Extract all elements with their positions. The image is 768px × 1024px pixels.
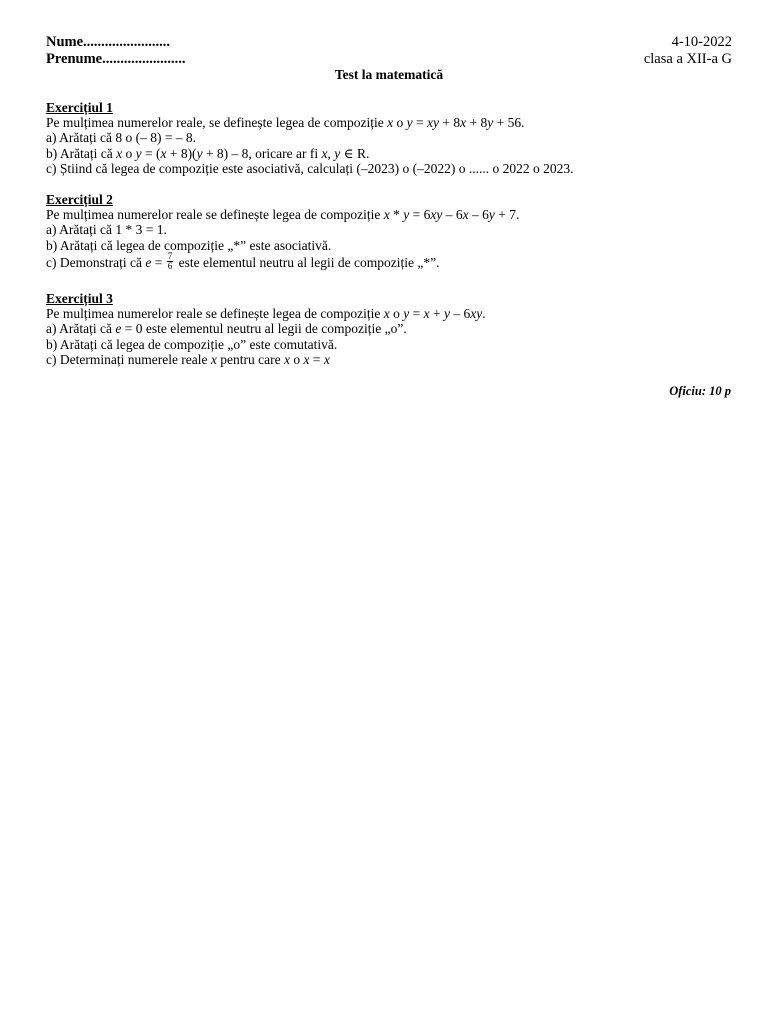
text: c) Determinați numerele reale	[46, 351, 211, 367]
text: .	[482, 306, 486, 322]
page-title: Test la matematică	[334, 67, 444, 82]
exercise-2-heading: Exercițiul 2	[46, 192, 113, 207]
var-x: x	[323, 351, 330, 367]
text: b) Arătați că	[46, 145, 117, 161]
text: ,	[327, 145, 335, 161]
header-row-1	[46, 34, 732, 51]
exercise-1-heading: Exercițiul 1	[46, 100, 113, 115]
exercise-2-part-c	[46, 251, 736, 272]
exercise-1	[46, 100, 736, 176]
var-e: e	[145, 254, 152, 270]
var-x: x	[321, 145, 328, 161]
var-y: y	[443, 306, 450, 322]
exercise-1-part-c: c) Știind că legea de compoziție este asociativă, calculați (–2023) o (–2022) o ...... o 2022 o 2023.	[46, 160, 574, 176]
exercise-3-heading: Exercițiul 3	[46, 291, 113, 306]
text: a) Arătați că	[46, 321, 116, 337]
text: Pe mulțimea numerelor reale se definește legea de compoziție	[46, 207, 384, 223]
var-x: x	[423, 306, 430, 322]
var-y: y	[135, 145, 142, 161]
text: + 8) – 8, oricare ar fi	[202, 145, 322, 161]
text: c) Demonstrați că	[46, 254, 146, 270]
text: o	[389, 306, 404, 322]
fraction	[167, 252, 174, 271]
exercise-1-part-b	[46, 146, 736, 161]
test-date: 4-10-2022	[671, 34, 732, 50]
exercise-2-intro	[46, 207, 736, 222]
var-xy: xy	[470, 306, 483, 322]
var-x: x	[116, 145, 123, 161]
exercise-3-part-c	[46, 352, 736, 367]
exercise-3-part-a	[46, 321, 736, 336]
var-x: x	[303, 351, 310, 367]
var-e: e	[115, 321, 122, 337]
text: *	[389, 207, 404, 223]
var-x: x	[387, 115, 394, 131]
text: =	[309, 351, 324, 367]
var-xy: xy	[426, 115, 439, 131]
header-row-2	[46, 51, 732, 68]
name-field-label: Nume........................	[46, 34, 171, 50]
text: – 6	[449, 306, 471, 322]
text: o	[122, 145, 136, 161]
oficiu-points: Oficiu: 10 p	[669, 384, 731, 398]
fraction-numerator: 7	[167, 251, 173, 262]
text: o	[290, 351, 304, 367]
var-x: x	[383, 306, 390, 322]
text: = (	[141, 145, 161, 161]
text: pentru care	[216, 351, 285, 367]
text: +	[429, 306, 444, 322]
text: + 7.	[494, 207, 520, 223]
var-x: x	[284, 351, 291, 367]
exercise-2-part-a: a) Arătați că 1 * 3 = 1.	[46, 222, 167, 238]
text: o	[393, 115, 407, 131]
text: =	[412, 115, 427, 131]
class-label: clasa a XII-a G	[643, 50, 732, 67]
text: = 0 este elementul neutru al legii de compoziție „o”.	[121, 321, 407, 337]
text: ∈ R.	[340, 145, 370, 161]
exercise-3	[46, 291, 736, 367]
var-xy: xy	[430, 207, 443, 223]
var-y: y	[406, 115, 413, 131]
var-y: y	[487, 115, 494, 131]
text: Pe mulțimea numerelor reale se definește legea de compoziție	[46, 306, 384, 322]
exercise-3-intro	[46, 306, 736, 321]
text: = 6	[409, 207, 431, 223]
header	[46, 34, 732, 67]
fraction-denominator: 6	[167, 261, 173, 272]
var-x: x	[383, 207, 390, 223]
text: + 8	[466, 115, 488, 131]
var-x: x	[210, 351, 217, 367]
var-y: y	[334, 145, 341, 161]
exercise-1-intro	[46, 115, 736, 130]
var-x: x	[460, 115, 467, 131]
var-y: y	[403, 306, 410, 322]
exercise-1-part-a: a) Arătați că 8 o (– 8) = – 8.	[46, 130, 197, 146]
text: + 8)(	[166, 145, 197, 161]
text: =	[151, 254, 166, 270]
var-y: y	[196, 145, 203, 161]
text: Pe mulțimea numerelor reale, se definește legea de compoziție	[46, 115, 388, 131]
text: – 6	[442, 207, 463, 223]
exercise-2	[46, 192, 736, 271]
exercise-3-part-b: b) Arătați că legea de compoziție „o” este comutativă.	[46, 336, 338, 352]
text: =	[409, 306, 424, 322]
var-x: x	[462, 207, 469, 223]
var-y: y	[488, 207, 495, 223]
var-x: x	[160, 145, 167, 161]
var-y: y	[403, 207, 410, 223]
text: + 56.	[493, 115, 525, 131]
text: – 6	[468, 207, 489, 223]
exercise-2-part-b: b) Arătați că legea de compoziție „*” este asociativă.	[46, 237, 332, 253]
text: + 8	[438, 115, 461, 131]
surname-field-label: Prenume.......................	[46, 50, 186, 67]
text: este elementul neutru al legii de compoziție „*”.	[175, 254, 440, 270]
